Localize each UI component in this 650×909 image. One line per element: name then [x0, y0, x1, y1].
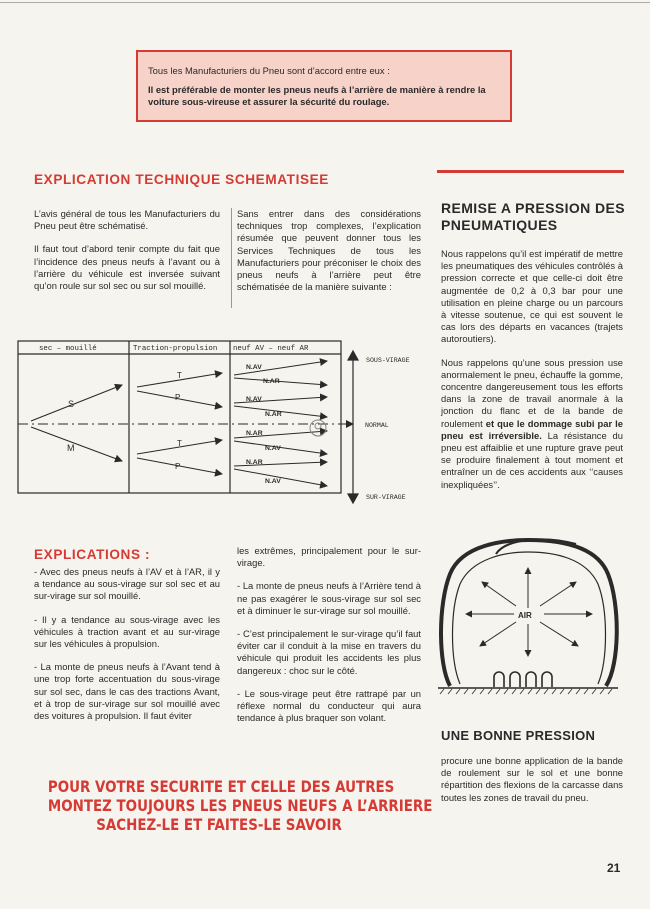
remise-p2-bold: et que le dommage subi par le pneu est irréversible. [441, 417, 623, 441]
label-nav-4: N.AV [265, 478, 281, 485]
label-nar-1: N.AR [263, 378, 280, 385]
explication-col1-p1: L’avis général de tous les Manufacturiers du Pneu peut être schématisé. [34, 208, 220, 232]
remise-p2 [441, 357, 623, 491]
label-nar-3: N.AR [246, 430, 263, 437]
label-nav-2: N.AV [246, 396, 262, 403]
label-nav-3: N.AV [265, 445, 281, 452]
explications-p2: - Il y a tendance au sous-virage avec les véhicules à traction avant et au sur-virage sur les véhicules à propulsion. [34, 613, 220, 650]
arrow-m [31, 427, 122, 461]
diagram-header-2: Traction-propulsion [133, 345, 218, 353]
label-sous-virage: SOUS-VIRAGE [366, 357, 410, 364]
diagram-header-1: sec – mouillé [39, 345, 97, 353]
explication-col2-p1: Sans entrer dans des considérations techniques trop complexes, l’explication résumée que peuvent donner tous les Services Techniques de tous les Manufacturiers pour préconiser le choix des pneus neufs à l’arrière peut être schématisée de la manière suivante : [237, 208, 421, 293]
slogan-line-1: POUR VOTRE SECURITE ET CELLE DES AUTRES [47, 778, 395, 796]
label-p-top: P [175, 393, 181, 402]
callout-intro: Tous les Manufacturiers du Pneu sont d’accord entre eux : [148, 65, 390, 76]
tire-illustration [436, 534, 620, 696]
steering-diagram [15, 336, 435, 516]
remise-title: REMISE A PRESSION DES PNEUMATIQUES [441, 200, 625, 233]
callout-statement: Il est préférable de monter les pneus neufs à l’arrière de manière à rendre la voiture sous-vireuse et assurer la sécurité du roulage. [148, 84, 486, 107]
explication-col1 [34, 208, 220, 303]
safety-slogan [47, 778, 433, 835]
explications-col2 [237, 545, 421, 735]
page-number: 21 [607, 861, 621, 875]
label-s: S [68, 399, 75, 409]
remise-p2-start: Nous rappelons qu’une sous pression use anormalement le pneu, échauffe la gomme, concentre dangereusement tous les efforts dans la zone de travail anormale à la jonction du flanc et de la bande de roulement [441, 356, 623, 429]
label-t-top: T [177, 371, 182, 380]
remise-text [441, 248, 623, 502]
slogan-line-2: MONTEZ TOUJOURS LES PNEUS NEUFS A L’ARRIERE [47, 797, 433, 815]
column-divider [231, 208, 232, 308]
explications-p1: - Avec des pneus neufs à l’AV et à l’AR, il y a tendance au sous-virage sur sol sec et au sur-virage sur sol mouillé. [34, 566, 220, 602]
remise-p2-end: La résistance du pneu est affaiblie et une rupture grave peut se produire finalement à tout moment et entraîner un de ces accidents aux ‘‘causes inexpliquées’’. [441, 429, 623, 490]
explication-title: EXPLICATION TECHNIQUE SCHEMATISEE [34, 172, 329, 187]
label-m: M [67, 443, 75, 453]
explications-p6: - C’est principalement le sur-virage qu’il faut éviter car il conduit à la mise en travers du véhicule qui produit les accidents les plus dangereux : choc sur le côté. [237, 628, 421, 676]
label-nar-2: N.AR [265, 411, 282, 418]
slogan-line-3: SACHEZ-LE ET FAITES-LE SAVOIR [96, 816, 342, 834]
remise-p1: Nous rappelons qu’il est impératif de mettre les pneumatiques des véhicules contrôlés à pression correcte et que celle-ci doit être augmentée de 0,2 à 0,3 bar pour une utilisation en pleine charge ou un parcours à vitesse soutenue, ce qui est souvent le cas lors des départs en vacances (trajets autoroutiers). [441, 248, 623, 345]
bonne-pression-title: UNE BONNE PRESSION [441, 728, 596, 743]
diagram-header-3: neuf AV – neuf AR [233, 345, 309, 353]
bonne-pression-text [441, 755, 623, 815]
explications-p4: les extrêmes, principalement pour le sur-virage. [237, 545, 421, 569]
label-sur-virage: SUR-VIRAGE [366, 494, 406, 501]
label-nav-1: N.AV [246, 364, 262, 371]
label-normal: NORMAL [365, 422, 389, 429]
explication-col1-p2: Il faut tout d’abord tenir compte du fait que l’incidence des pneus neufs à l’avant ou à l’arrière du véhicule est inversée suivant qu’on roule sur sol sec ou sur sol mouillé. [34, 243, 220, 292]
explications-p7: - Le sous-virage peut être rattrapé par un réflexe normal du conducteur qui aura tendance à plus braquer son volant. [237, 687, 421, 724]
explications-p5: - La monte de pneus neufs à l’Arrière tend à ne pas exagérer le sous-virage sur sol sec et à diminuer le sur-virage sur sol mouillé. [237, 580, 421, 616]
label-p-bottom: P [175, 462, 181, 471]
explication-col2 [237, 208, 421, 304]
label-nar-4: N.AR [246, 459, 263, 466]
top-rule [0, 2, 650, 3]
label-t-bottom: T [177, 439, 182, 448]
explications-p3: - La monte de pneus neufs à l’Avant tend à une trop forte accentuation du sous-virage sur sol sec, dans le cas des tractions Avant, et à trop de sur-virage sur sol mouillé avec des voitures à propulsion. Il faut éviter [34, 661, 220, 722]
callout-box [136, 50, 512, 122]
explications-col1 [34, 566, 220, 733]
arrow-s [31, 385, 122, 421]
stamp-mark [310, 420, 326, 436]
tire-air-label: AIR [518, 611, 532, 620]
explications-title: EXPLICATIONS : [34, 547, 151, 562]
bonne-pression-p: procure une bonne application de la bande de roulement sur le sol et une bonne répartition des flexions de la carcasse dans toutes les zones de travail du pneu. [441, 755, 623, 803]
right-column-rule [437, 170, 624, 173]
